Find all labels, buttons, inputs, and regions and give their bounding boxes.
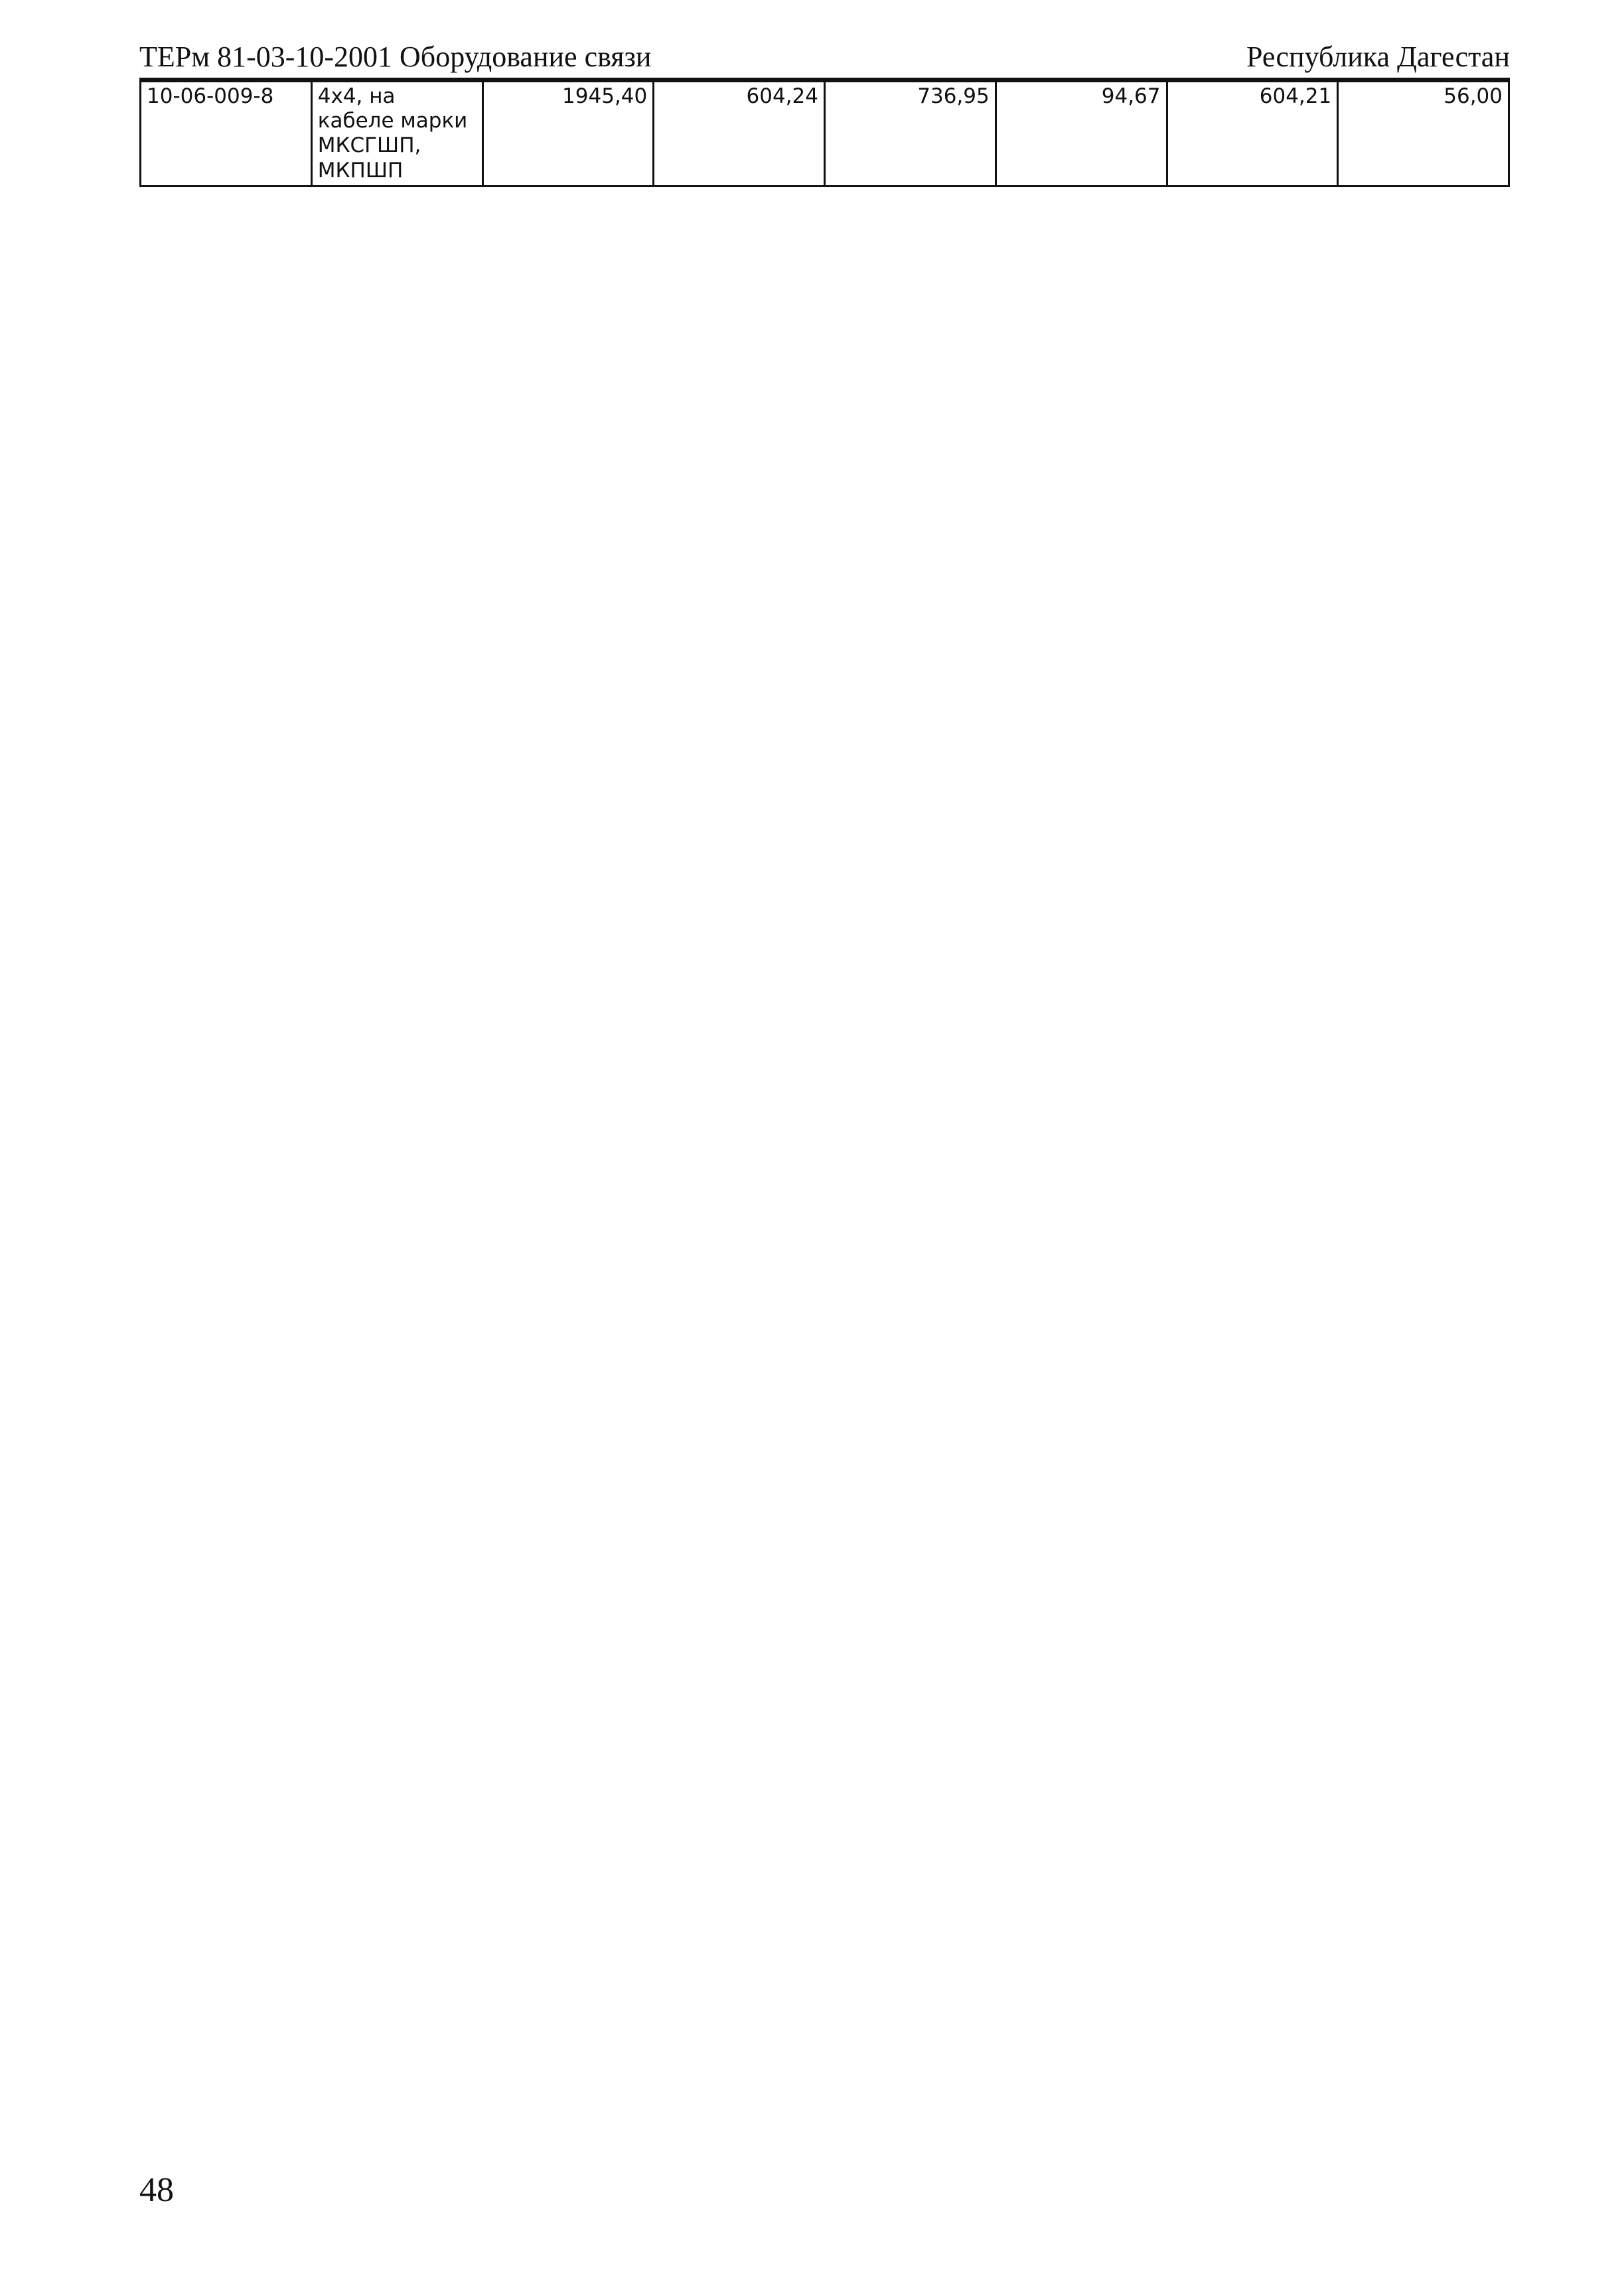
rate-value: 736,95 [825,82,996,187]
rates-tbody [141,82,1509,187]
rate-value: 56,00 [1338,82,1509,187]
running-header [139,40,1510,80]
rate-name: 4х4, на кабеле марки МКСГШП, МКПШП [311,82,482,187]
rate-code: 10-06-009-8 [141,82,312,187]
rate-value: 604,24 [654,82,825,187]
page [139,40,1510,187]
rates-table [139,80,1510,187]
rate-value: 1945,40 [482,82,654,187]
header-left: ТЕРм 81-03-10-2001 Оборудование связи [139,40,652,73]
page-number: 48 [139,2171,174,2209]
header-right: Республика Дагестан [1246,40,1510,73]
rate-value: 604,21 [1167,82,1338,187]
table-row [141,82,1509,187]
rate-value: 94,67 [996,82,1167,187]
